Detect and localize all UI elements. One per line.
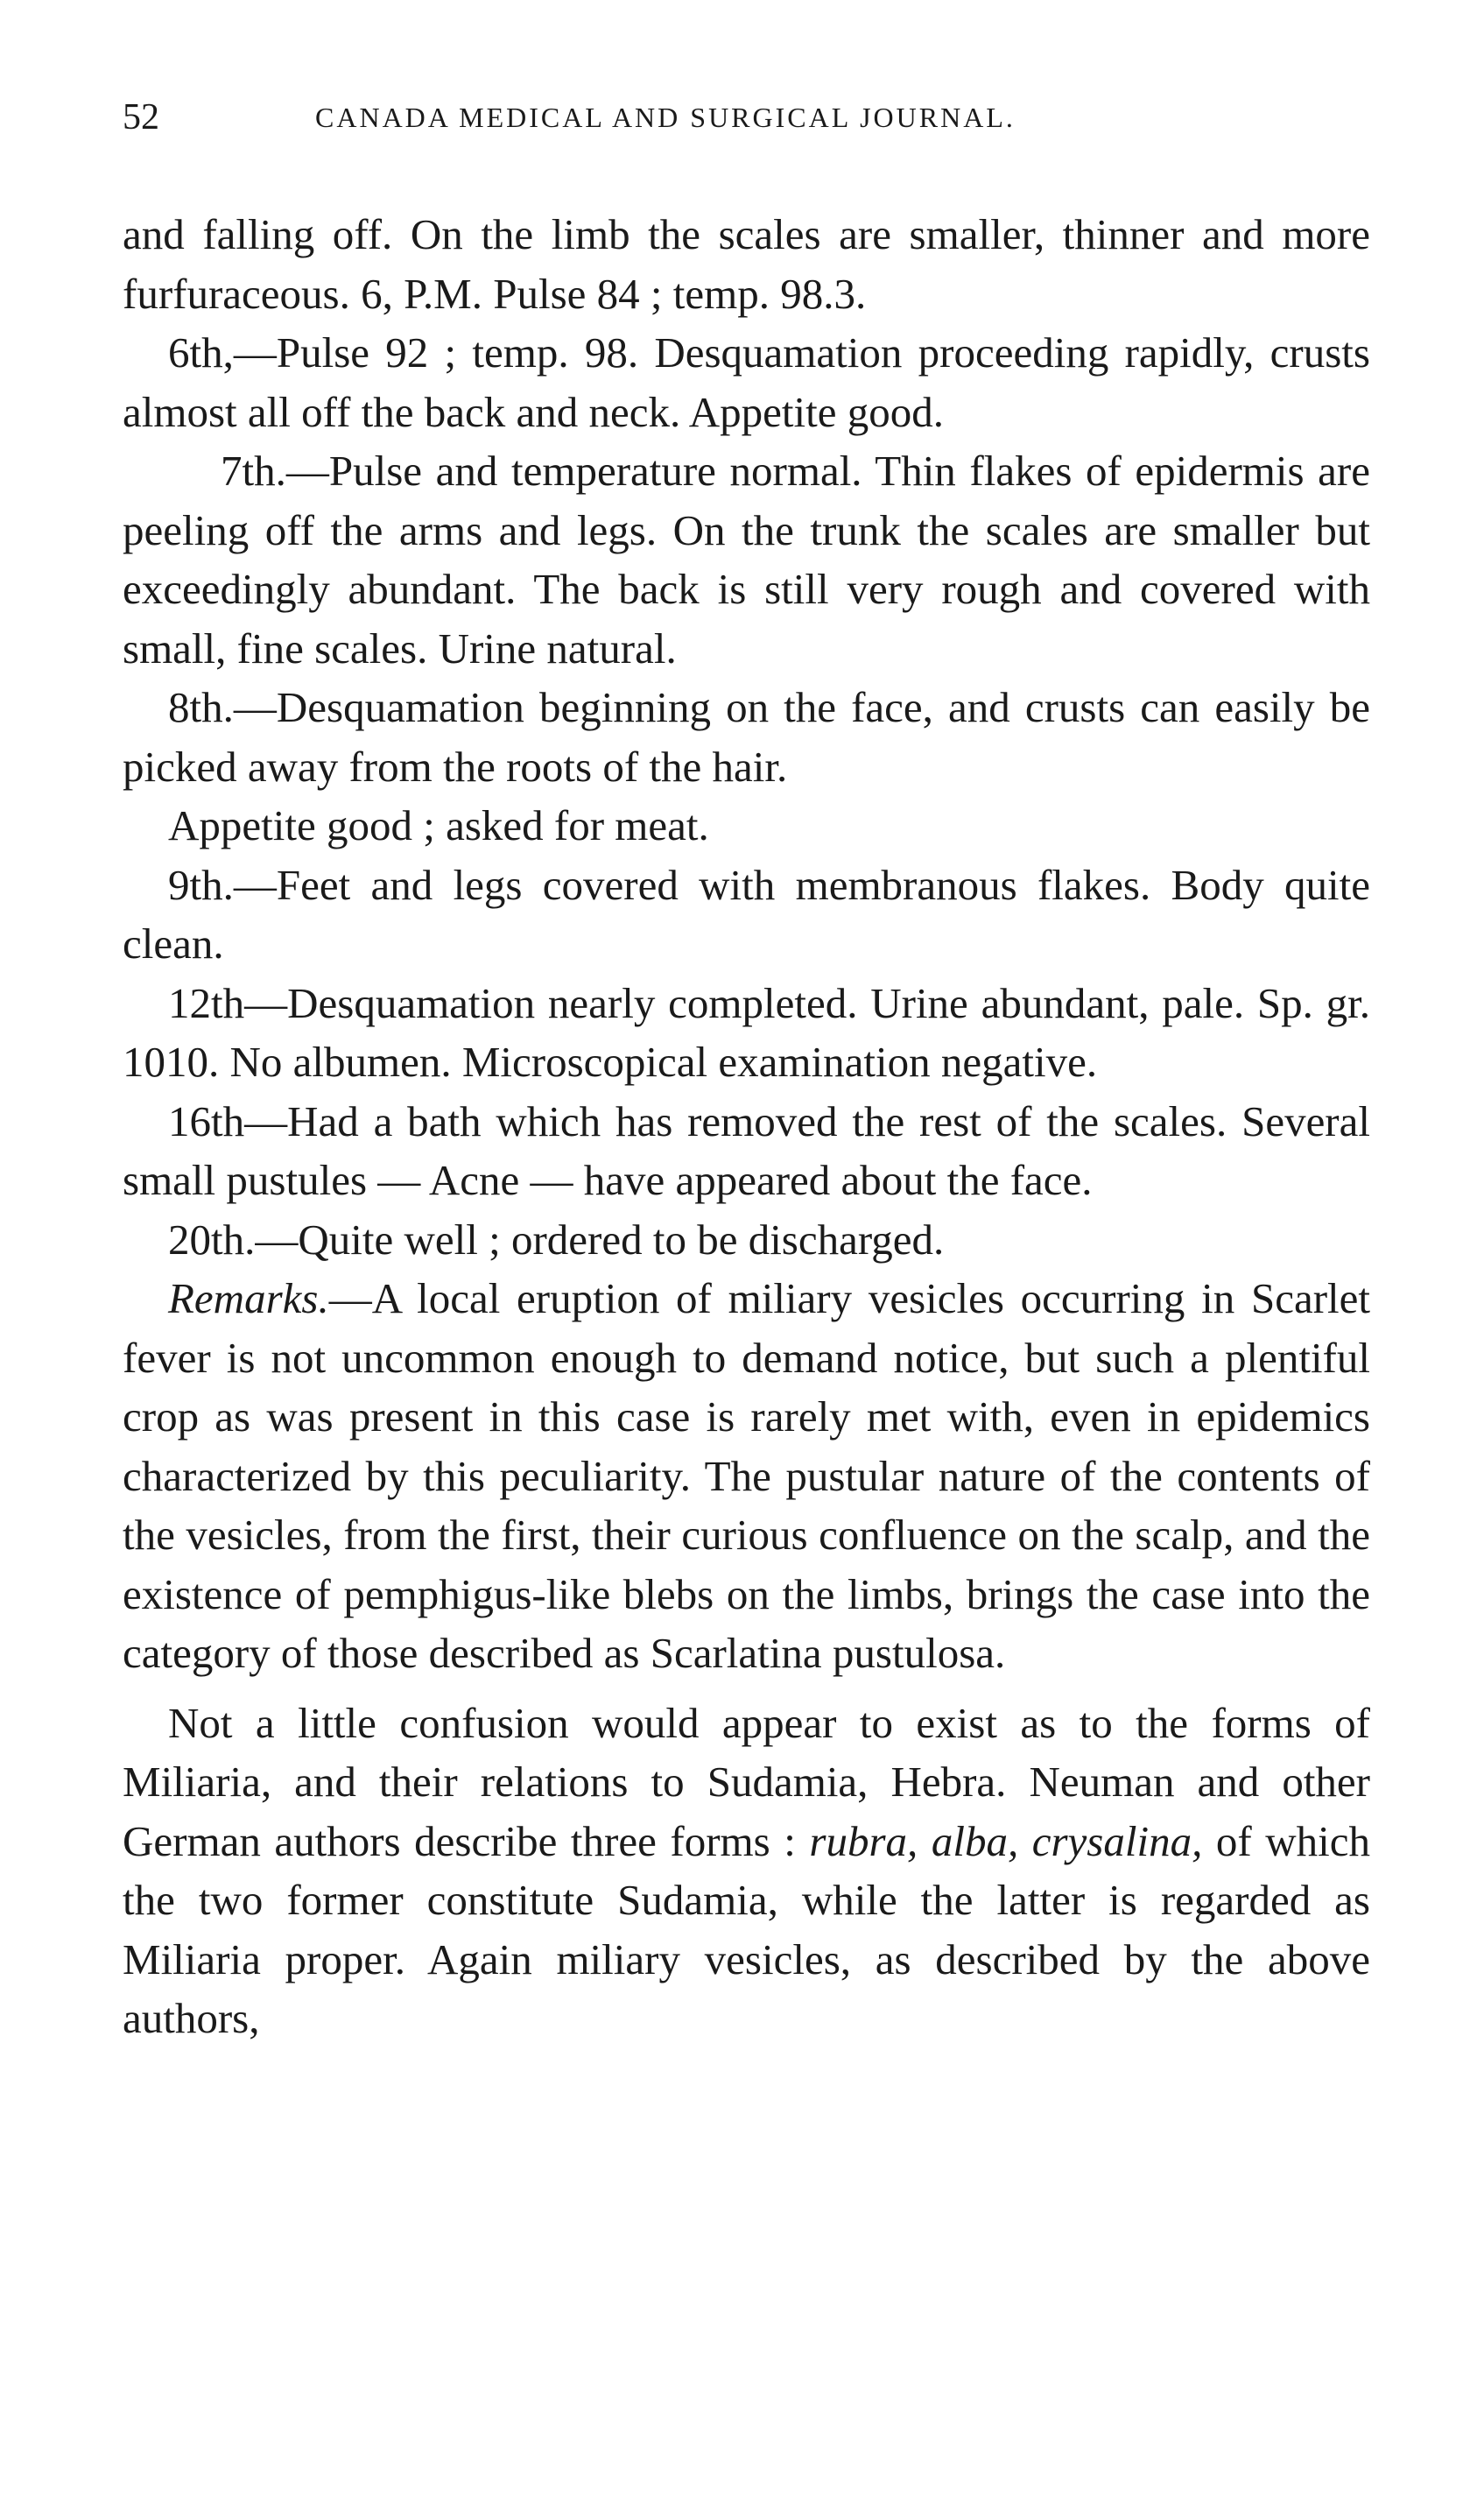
final-paragraph-part2: of which the two former constitute Sudamia, while the latter is regarded as Miliaria proper. Again miliary vesicles, as described by the above authors,: [123, 1816, 1371, 2042]
final-paragraph-part1: Not a little confusion would appear to exist as to the forms of Miliaria, and their relations to Sudamia, Hebra. Neuman and other German authors describe three forms :: [123, 1698, 1370, 1865]
case-entry-8th: 8th.—Desquamation beginning on the face, and crusts can easily be picked away from the roots of the hair.: [123, 683, 1370, 791]
page-number: 52: [123, 97, 159, 137]
case-entry-16th: 16th—Had a bath which has removed the rest of the scales. Several small pustules — Acne — have appeared about the face.: [123, 1096, 1370, 1204]
page-header: [123, 96, 1370, 149]
running-title: CANADA MEDICAL AND SURGICAL JOURNAL.: [315, 102, 1016, 133]
final-paragraph: [123, 1694, 1370, 2048]
case-entry-20th: 20th.—Quite well ; ordered to be discharged.: [168, 1215, 945, 1264]
case-entry-6th: 6th,—Pulse 92 ; temp. 98. Desquamation proceeding rapidly, crusts almost all off the back and neck. Appetite good.: [123, 328, 1370, 436]
remarks-label: Remarks.: [168, 1274, 329, 1322]
case-entry-7th: 7th.—Pulse and temperature normal. Thin flakes of epidermis are peeling off the arms and legs. On the trunk the scales are smaller but exceedingly abundant. The back is still very rough and covered with small, fine scales. Urine natural.: [123, 447, 1370, 673]
remarks-text: —A local eruption of miliary vesicles occurring in Scarlet fever is not uncommon enough to demand notice, but such a plentiful crop as was present in this case is rarely met with, even in epidemics characterized by this peculiarity. The pustular nature of the contents of the vesicles, from the first, their curious confluence on the scalp, and the existence of pemphigus-like blebs on the limbs, brings the case into the category of those described as Scarlatina pustulosa.: [123, 1274, 1370, 1677]
miliaria-forms-italic: rubra, alba, crysalina,: [809, 1816, 1203, 1865]
case-entry-appetite: Appetite good ; asked for meat.: [168, 801, 709, 849]
remarks-paragraph: [123, 1269, 1370, 1683]
paragraph: and falling off. On the limb the scales are smaller, thinner and more furfuraceous. 6, P.M. Pulse 84 ; temp. 98.3.: [123, 210, 1370, 318]
article-body: [123, 205, 1370, 2048]
case-entry-12th: 12th—Desquamation nearly completed. Urine abundant, pale. Sp. gr. 1010. No albumen. Microscopical examination negative.: [123, 978, 1370, 1086]
case-entry-9th: 9th.—Feet and legs covered with membranous flakes. Body quite clean.: [123, 860, 1370, 968]
